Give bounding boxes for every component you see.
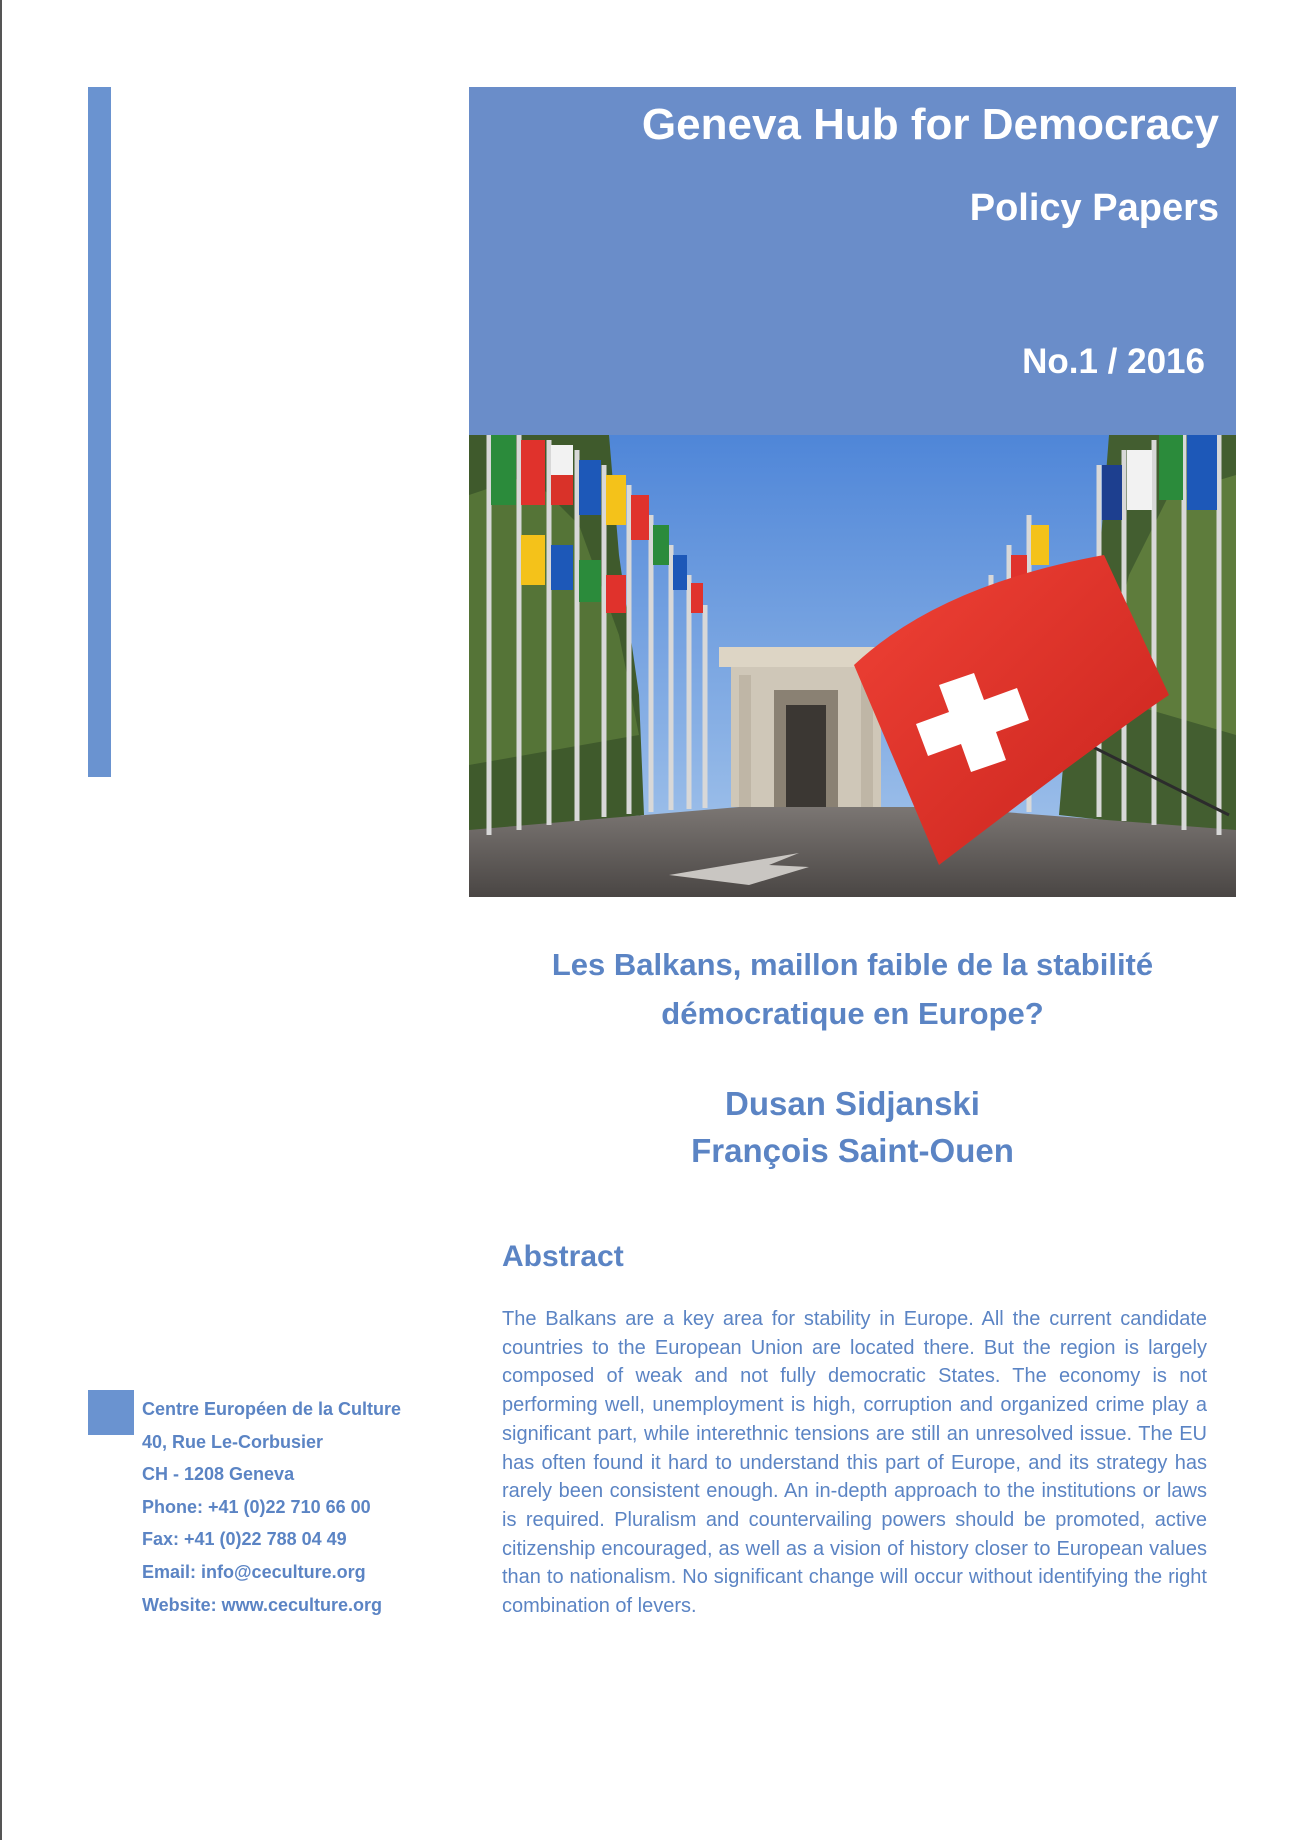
issue-number: No.1 / 2016 <box>1022 342 1205 381</box>
contact-phone: Phone: +41 (0)22 710 66 00 <box>142 1496 371 1517</box>
organization-title: Geneva Hub for Democracy <box>641 100 1219 149</box>
abstract-heading: Abstract <box>502 1240 624 1273</box>
contact-email: Email: info@ceculture.org <box>142 1561 366 1582</box>
abstract-body: The Balkans are a key area for stability in Europe. All the current candidate countries to the European Union are located there. But the region is largely composed of weak and not fully democratic States. The economy is not performing well, unemployment is high, corruption and organized crime play a significant part, while interethnic tensions are still an unresolved issue. The EU has often found it hard to understand this part of Europe, and its strategy has rarely been consistent enough. An in-depth approach to the institutions or laws is required. Pluralism and countervailing powers should be promoted, active citizenship encouraged, as well as a vision of history closer to European values than to nationalism. No significant change will occur without identifying the right combination of levers. <box>502 1308 1207 1618</box>
paper-title: Les Balkans, maillon faible de la stabilité démocratique en Europe? <box>551 947 1154 1031</box>
cover-photo <box>469 435 1236 897</box>
page-edge <box>0 0 2 1840</box>
contact-block <box>142 1393 401 1621</box>
contact-street: 40, Rue Le-Corbusier <box>142 1431 324 1452</box>
header-box <box>469 87 1236 435</box>
author-name: Dusan Sidjanski <box>725 1085 980 1122</box>
decorative-side-bar <box>88 87 111 777</box>
contact-organization: Centre Européen de la Culture <box>142 1399 402 1419</box>
contact-website: Website: www.ceculture.org <box>142 1594 383 1615</box>
decorative-contact-square <box>88 1390 134 1435</box>
series-title: Policy Papers <box>969 187 1219 229</box>
author-name: François Saint-Ouen <box>691 1132 1014 1169</box>
contact-city: CH - 1208 Geneva <box>142 1464 295 1485</box>
authors <box>469 1080 1236 1174</box>
contact-fax: Fax: +41 (0)22 788 04 49 <box>142 1529 347 1550</box>
